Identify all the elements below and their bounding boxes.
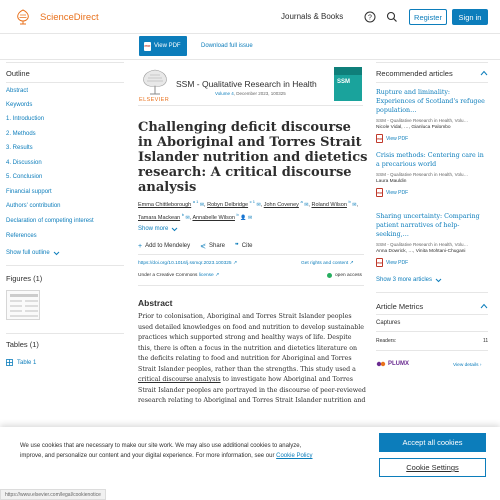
open-access-icon [327,273,332,278]
author-link[interactable] [311,199,357,208]
volume-link[interactable]: Volume 4 [215,91,234,96]
doi-text: https://doi.org/10.1016/j.ssmqr.2023.100325 [138,261,232,266]
view-details-link[interactable] [453,363,481,368]
rights-link[interactable] [301,261,354,266]
show-more-articles-button[interactable] [376,277,442,283]
cookie-message [20,441,320,461]
outline-item-authors-contribution[interactable]: Authors' contribution [6,203,61,209]
tables-heading: Tables (1) [6,340,39,349]
email-icon: ✉ [248,214,253,221]
svg-text:?: ? [368,14,372,22]
recommended-article [376,88,488,143]
view-pdf-label: View PDF [386,189,409,196]
cite-label: Cite [241,243,253,249]
author-link[interactable] [138,199,205,208]
external-link-icon: ↗ [215,273,220,278]
article-divider [138,285,364,286]
email-icon: ✉ [256,201,261,208]
share-label: Share [209,243,226,249]
outline-item-conclusion[interactable]: 5. Conclusion [6,174,43,180]
abstract-heading: Abstract [138,298,173,308]
register-button[interactable]: Register [409,9,447,25]
share-icon: ⋞ [200,243,206,250]
external-link-icon: ↗ [349,261,354,266]
captures-label: Captures [376,320,401,326]
share-button[interactable] [200,242,225,250]
article-divider [138,254,364,255]
person-icon: 👤 [240,214,247,221]
doi-link[interactable] [138,261,237,266]
outline-item-introduction[interactable]: 1. Introduction [6,116,45,122]
view-pdf-label: View PDF [386,135,409,142]
external-link-icon: ↗ [232,261,237,266]
view-pdf-label: View PDF [154,43,181,49]
elsevier-logo-icon[interactable] [12,9,34,25]
recommended-article-source: SSM - Qualitative Research in Health, Volu… [376,242,469,247]
publisher-wordmark: ELSEVIER [139,97,170,103]
recommended-article-authors: Laura Mauldin [376,179,407,184]
outline-item-methods[interactable]: 2. Methods [6,131,36,137]
plumx-icon [376,360,386,368]
recommended-article-title[interactable]: Crisis methods: Centering care in a precarious world [376,152,484,168]
sidebar-divider [376,62,488,63]
chevron-down-icon [53,251,60,256]
outline-divider [6,265,124,266]
journal-cover-image[interactable] [334,67,362,101]
brand-name[interactable]: ScienceDirect [40,12,99,23]
pdf-icon: PDF [144,42,151,51]
readers-label: Readers: [376,338,397,344]
sidebar-divider [376,292,488,293]
pdf-icon: PDF [376,134,383,143]
email-icon: ✉ [352,201,357,208]
download-full-issue-link[interactable]: Download full issue [201,43,253,49]
author-link[interactable] [263,199,309,208]
cookie-settings-label: Cookie Settings [406,463,459,472]
recommended-view-pdf-link[interactable] [376,258,488,267]
chevron-down-icon [435,278,442,283]
mendeley-label: Add to Mendeley [145,243,191,249]
journal-title-link[interactable]: SSM - Qualitative Research in Health [176,79,317,89]
author-name: Robyn Delbridge [207,201,249,208]
add-to-mendeley-button[interactable] [138,242,190,250]
recommended-article-source: SSM - Qualitative Research in Health, Volu… [376,172,469,177]
author-affiliation: a 1 [192,199,199,204]
license-link[interactable]: license [198,273,214,278]
plumx-logo [376,360,409,368]
status-bar-url: https://www.elsevier.com/legal/cookienotice [0,489,106,500]
plumx-wordmark: PLUMX [388,361,409,367]
outline-divider [6,82,124,83]
show-more-articles-label: Show 3 more articles [376,277,433,283]
license-statement [138,273,219,278]
table-1-label: Table 1 [17,359,37,366]
chevron-right-icon: › [479,363,482,368]
recommended-view-pdf-link[interactable] [376,134,488,143]
article-actions [138,242,252,250]
author-list: Emma Chittleborough $^{a 1}$ ✉, Robyn Delbridge $^{c 1}$ ✉, John Coveney $^a$ ✉, Roland Wilson $^b$ ✉, Tamara Mackean $^b$ ✉, Annabelle Wilson $^b$ 👤 ✉ [138,199,358,221]
author-link[interactable] [207,199,261,208]
journals-books-link[interactable]: Journals & Books [281,12,344,21]
author-affiliation: c 1 [249,199,255,204]
outline-title: Outline [6,69,30,78]
author-name: Tamara Mackean [138,214,181,221]
article-title: Challenging deficit discourse in Aboriginal and Torres Strait Islander nutrition and dietetics research: A critical discourse analysis [138,120,368,195]
author-name: Annabelle Wilson [192,214,235,221]
article-metrics-heading: Article Metrics [376,302,424,311]
email-icon: ✉ [185,214,190,221]
readers-count: 11 [483,338,489,344]
table-icon [6,359,13,366]
show-full-outline-button[interactable] [6,250,60,256]
pdf-icon: PDF [376,258,383,267]
quote-icon: ❞ [235,243,239,250]
outline-item-competing-interest[interactable]: Declaration of competing interest [6,218,94,224]
table-1-link[interactable] [6,359,36,366]
outline-item-results[interactable]: 3. Results [6,145,33,151]
sidebar-divider [376,314,488,315]
abstract-text-part: Prior to colonisation, Aboriginal and Torres Strait Islander peoples used detailed knowledges on food and nutrition to develop sustainable practices which supported strong and healthy ways of life. Despite this, there is often a focus in the nutrition and dietetics literature on the deficits relating to food and nutrition for Aboriginal and Torres Strait Islander peoples, rather than the strengths. This study used a [138,313,364,373]
cookie-settings-button[interactable] [379,458,486,477]
view-pdf-label: View PDF [386,259,409,266]
abstract-text [138,312,366,407]
author-affiliation: a [300,199,303,204]
outline-divider [6,62,124,63]
outline-item-financial-support[interactable]: Financial support [6,189,52,195]
recommended-article-authors: Nicole Vidal, …, Gianluca Palombo [376,125,451,130]
issue-date: , December 2023, 100325 [233,91,286,96]
email-icon: ✉ [304,201,309,208]
recommended-article-title[interactable]: Sharing uncertainty: Comparing patient narratives of help-seeking,… [376,213,480,238]
critical-discourse-analysis-link[interactable]: critical discourse analysis [138,376,221,383]
accept-all-cookies-button[interactable]: Accept all cookies [379,433,486,452]
search-icon[interactable] [385,10,399,24]
author-name: Roland Wilson [311,201,347,208]
author-link[interactable] [138,211,190,221]
author-affiliation: b [181,211,184,217]
cite-button[interactable] [235,242,252,250]
open-access-badge [327,273,362,278]
outline-item-abstract[interactable]: Abstract [6,88,29,94]
author-link[interactable] [192,211,253,221]
cookie-policy-link[interactable]: Cookie Policy [276,453,313,459]
cover-label: SSM [337,79,351,85]
abstract-text-part: to investigate how Aboriginal and Torres Strait Islander peoples are portrayed in the discourse of peer-reviewed research relating to Aboriginal and Torres Strait Islander nutrition and [138,376,366,404]
outline-item-references[interactable]: References [6,233,37,239]
figure-preview-icon [7,291,41,321]
elsevier-tree-logo[interactable] [138,66,172,98]
cover-stripe [334,67,362,75]
figure-thumbnail[interactable] [6,290,40,320]
chevron-down-icon [171,227,178,232]
cookie-message-text: We use cookies that are necessary to make our site work. We may also use additional cookies to analyze, improve, and personalize our content and your digital experience. For more information, see our [20,443,302,459]
plus-icon: + [138,242,143,250]
sidebar-divider [376,82,488,83]
author-affiliation: b [236,211,239,217]
figures-heading: Figures (1) [6,274,43,283]
view-details-label: View details [453,363,479,368]
author-name: Emma Chittleborough [138,201,192,208]
recommended-article-source: SSM - Qualitative Research in Health, Volu… [376,118,469,123]
recommended-article [376,212,488,267]
sidebar-divider [376,350,488,351]
recommended-articles-heading: Recommended articles [376,69,453,78]
chevron-up-icon[interactable] [480,70,488,76]
author-affiliation: b [348,199,351,204]
license-prefix: Under a Creative Commons [138,273,199,278]
recommended-view-pdf-link[interactable] [376,188,488,197]
show-more-label: Show more [138,226,169,232]
outline-item-discussion[interactable]: 4. Discussion [6,160,42,166]
recommended-article-authors: Anna Dowrick, …, Vinita Mohtani-Chugani [376,249,466,254]
recommended-article-title[interactable]: Rupture and liminality: Experiences of Scotland's refugee population… [376,89,485,114]
chevron-up-icon[interactable] [480,303,488,309]
outline-divider [6,333,124,334]
sign-in-button[interactable]: Sign in [452,9,488,25]
journal-issue-info [215,91,286,96]
open-access-label: open access [335,273,362,278]
pdf-icon: PDF [376,188,383,197]
email-icon: ✉ [199,201,205,208]
recommended-article [376,151,488,197]
view-pdf-button[interactable] [139,36,187,56]
sidebar-divider [376,331,488,332]
outline-item-keywords[interactable]: Keywords [6,102,33,108]
help-icon[interactable] [363,10,377,24]
show-more-authors-button[interactable] [138,226,178,232]
show-full-outline-label: Show full outline [6,250,50,256]
rights-text: Get rights and content [301,261,349,266]
author-name: John Coveney [263,201,299,208]
